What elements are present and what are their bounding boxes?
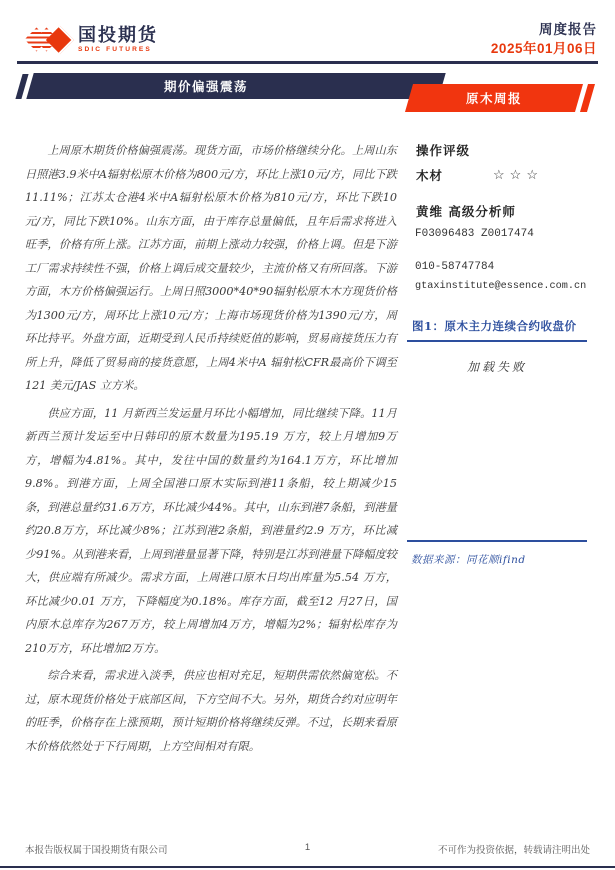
- report-series-label: 原木周报: [465, 92, 522, 106]
- report-title: 期价偏强震荡: [163, 80, 248, 94]
- body-paragraph: 供应方面，11 月新西兰发运量月环比小幅增加，同比继续下降。11月新西兰预计发运至中日韩印的原木数量为195.19 万方，较上月增加9万方，增幅为4.81%。其中，发往中国的数量约为164.1万方，环比增加9.8%。到港方面，上周全国港口原木实际到港11条船，较上期减少15 条，到港总量约31.6万方，环比减少44%。其中，山东到港7条船，到港量约20.8万方，环比减少8%；江苏到港2条船，到港量约2.9 万方，环比减少91%。从到港来看，上周到港量显著下降，特别是江苏到港量下降幅度较大，供应端有所减少。需求方面，上周港口原木日均出库量为5.54 万方，环比减少0.01 万方，下降幅度为0.18%。库存方面，截至12 月27日，国内原木总库存为267万方，较上周增加4万方，增幅为2%；辐射松库存为210万方，环比增加2万方。: [25, 406, 397, 655]
- title-band: [26, 73, 445, 99]
- brand-name-cn: 国投期货: [78, 25, 158, 45]
- contact-email: gtaxinstitute@essence.com.cn: [415, 281, 587, 292]
- report-type-label: 周度报告: [539, 22, 597, 37]
- footer-disclaimer: 不可作为投资依据，转载请注明出处: [437, 845, 590, 856]
- masthead-right: [491, 22, 597, 56]
- brand-logo: [28, 26, 158, 54]
- footer-page-number: 1: [304, 842, 311, 853]
- body-paragraph: 综合来看，需求进入淡季，供应也相对充足，短期供需依然偏宽松。不过，原木现货价格处于底部区间，下方空间不大。另外，期货合约对应明年的旺季，价格存在上涨预期，预计短期价格将继续反弹。不过，长期来看原木价格依然处于下行周期，上方空间相对有限。: [25, 669, 397, 753]
- rating-section-title: 操作评级: [416, 143, 471, 158]
- figure-chart-area: [407, 342, 587, 540]
- sidebar: [407, 139, 587, 567]
- analyst-license-ids: F03096483 Z0017474: [415, 228, 534, 240]
- figure-load-failed-text: 加载失败: [466, 360, 527, 374]
- brand-text: [78, 26, 158, 54]
- rating-row: [407, 166, 587, 184]
- contact-phone: 010-58747784: [415, 261, 495, 273]
- report-date: 2025年01月06日: [490, 40, 597, 56]
- figure-rule-bottom: [407, 540, 587, 542]
- badge-right-sliver: [580, 84, 595, 112]
- article-body: [25, 139, 397, 762]
- footer-copyright: 本报告版权属于国投期货有限公司: [25, 845, 168, 856]
- header-rule: [17, 61, 598, 64]
- solid-diamond-icon: [46, 26, 74, 54]
- rating-stars: ☆☆☆: [493, 167, 543, 183]
- figure-title: 图1：原木主力连续合约收盘价: [412, 319, 577, 333]
- body-paragraph: 上周原木期货价格偏强震荡。现货方面，市场价格继续分化。上周山东日照港3.9米中A辐射松原木价格为800元/方，环比上涨10元/方，同比下跌11.11%；江苏太仓港4米中A辐射松原木价格为810元/方，环比下跌10 元/方，同比下跌10%。山东方面，由于库存总量偏低，且年后需求将进入旺季，价格有所上涨。江苏方面，前期上涨动力较强，价格上调。但是下游工厂需求持续性不强，价格上调后成交量较少，主流价格又有所回落。下游方面，木方价格偏强运行。上周日照3000*40*90辐射松原木木方现货价格为1300元/方，周环比上涨10元/方；上海市场现货价格为1390元/方，周环比持平。外盘方面，近期受到人民币持续贬值的影响，贸易商接货压力有所上升，降低了贸易商的接货意愿，上周4米中A 辐射松CFR最高价下调至121 美元/JAS 立方米。: [25, 144, 397, 392]
- analyst-name: 黄维 高级分析师: [416, 204, 516, 219]
- rating-item-label: 木材: [416, 168, 444, 183]
- brand-diamonds-icon: [28, 30, 70, 50]
- report-series-badge: [405, 84, 583, 112]
- figure-data-source: 数据来源：同花顺ifind: [411, 553, 526, 566]
- brand-name-en: SDIC FUTURES: [78, 46, 152, 53]
- figure-block: [407, 318, 587, 567]
- page-bottom-rule: [0, 866, 615, 868]
- page-footer: [25, 842, 590, 856]
